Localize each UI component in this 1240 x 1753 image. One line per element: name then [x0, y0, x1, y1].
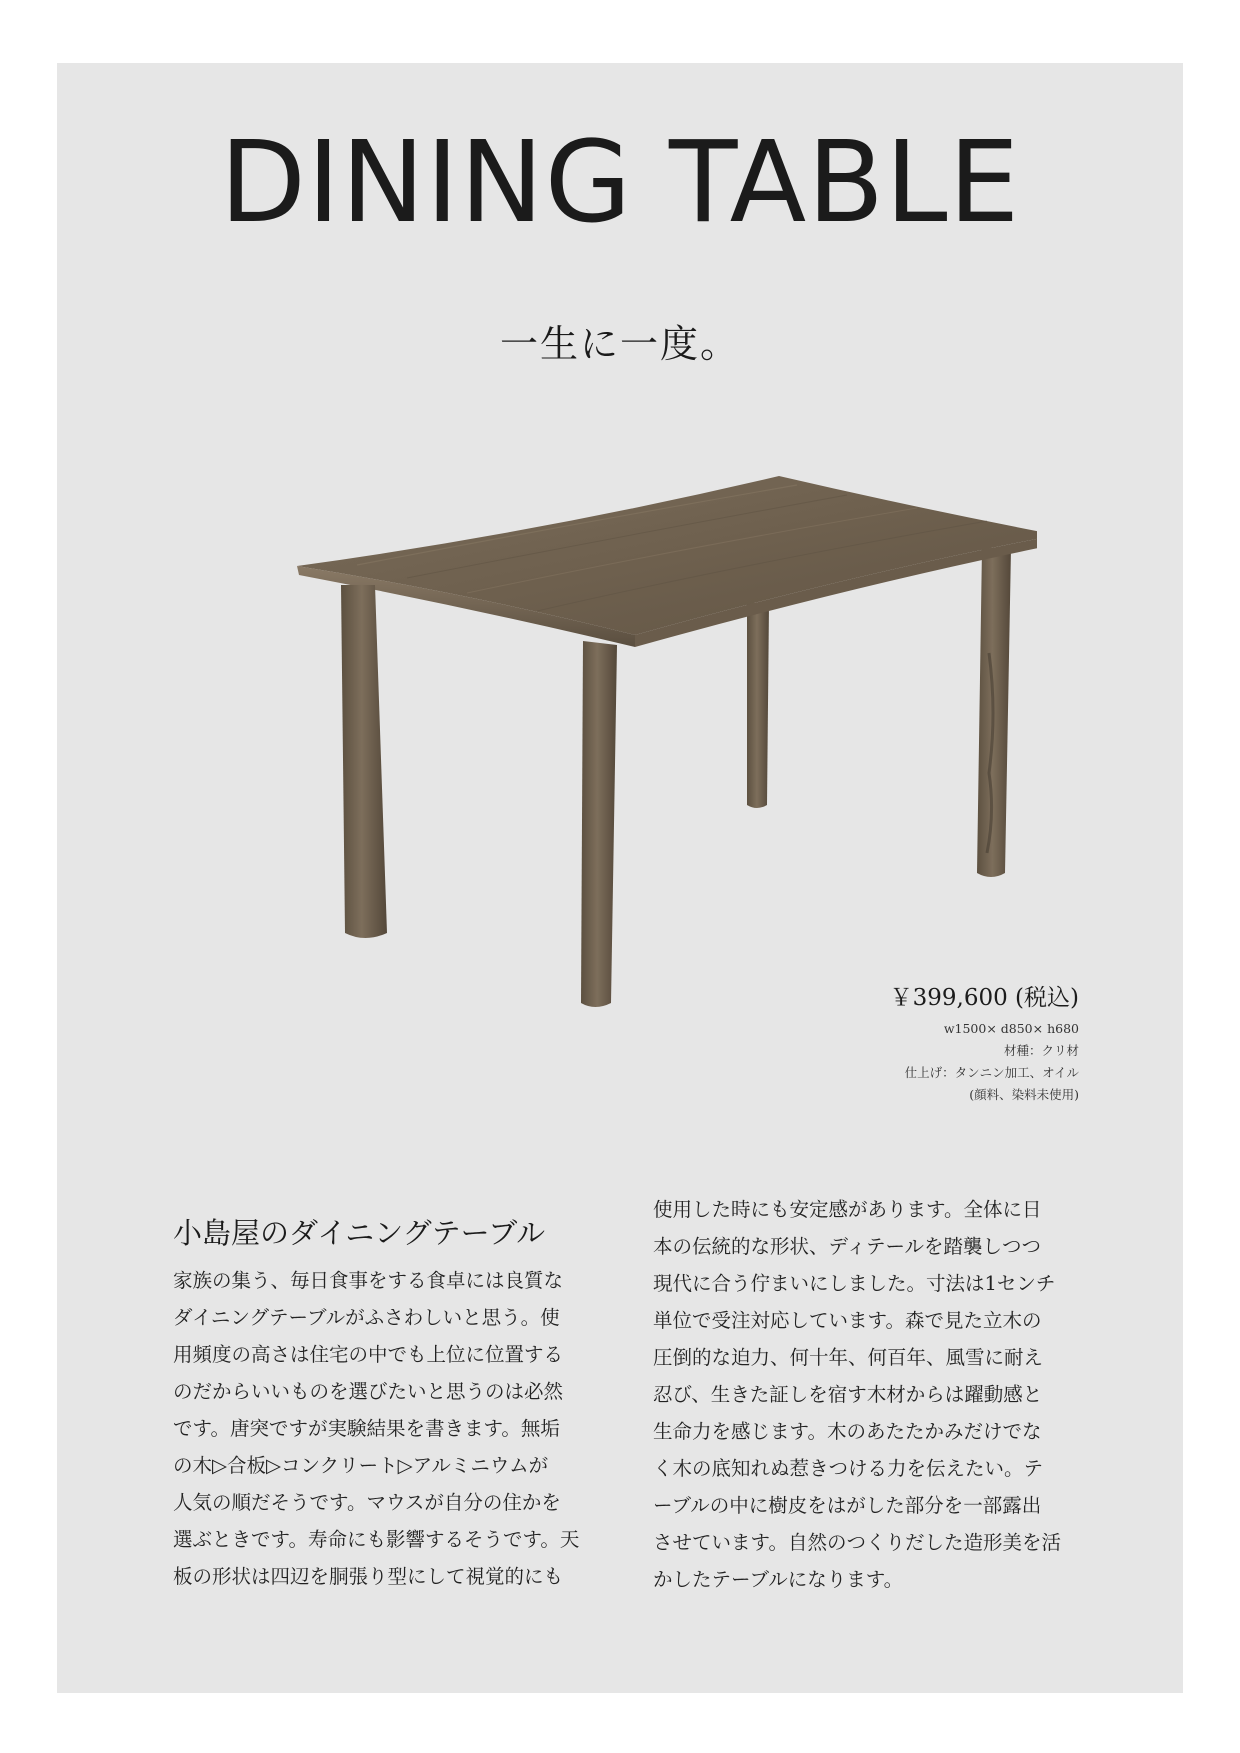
catalog-page [57, 63, 1183, 1693]
text-line: 人気の順だそうです。マウスが自分の住かを [173, 1491, 561, 1514]
spec-material: 材種：クリ材 [1003, 1043, 1079, 1058]
spec-dimensions: w1500× d850× h680 [943, 1021, 1079, 1036]
text-line: 単位で受注対応しています。森で見た立木の [653, 1309, 1042, 1332]
text-line: 生命力を感じます。木のあたたかみだけでな [653, 1420, 1042, 1443]
text-line: 選ぶときです。寿命にも影響するそうです。天 [173, 1528, 580, 1551]
spec-finish: 仕上げ：タンニン加工、オイル [904, 1065, 1079, 1080]
text-line: 現代に合う佇まいにしました。寸法は1センチ [653, 1272, 1056, 1295]
text-line: の木▷合板▷コンクリート▷アルミニウムが [173, 1454, 549, 1477]
text-line: です。唐突ですが実験結果を書きます。無垢 [173, 1417, 560, 1440]
article-column-left [173, 1262, 605, 1595]
text-line: く木の底知れぬ惹きつける力を伝えたい。テ [653, 1457, 1044, 1480]
text-line: かしたテーブルになります。 [653, 1568, 904, 1591]
price: ￥399,600 (税込) [889, 985, 1079, 1011]
article-heading: 小島屋のダイニングテーブル [173, 1216, 546, 1250]
text-line: ダイニングテーブルがふさわしいと思う。使 [173, 1306, 560, 1329]
spec-finish-note: (顔料、染料未使用) [969, 1087, 1079, 1102]
article-column-right [653, 1191, 1085, 1598]
text-line: 用頻度の高さは住宅の中でも上位に位置する [173, 1343, 564, 1366]
text-line: 圧倒的な迫力、何十年、何百年、風雪に耐え [653, 1346, 1044, 1369]
text-line: 使用した時にも安定感があります。全体に日 [653, 1198, 1042, 1221]
tagline: 一生に一度。 [499, 322, 740, 366]
page-title: DINING TABLE [219, 118, 1021, 248]
text-line: 忍び、生きた証しを宿す木材からは躍動感と [653, 1383, 1043, 1406]
text-line: させています。自然のつくりだした造形美を活 [653, 1531, 1061, 1554]
text-line: のだからいいものを選びたいと思うのは必然 [173, 1380, 564, 1403]
text-line: ーブルの中に樹皮をはがした部分を一部露出 [653, 1494, 1042, 1517]
spec-list [905, 1018, 1079, 1106]
text-line: 家族の集う、毎日食事をする食卓には良質な [173, 1269, 564, 1292]
text-line: 板の形状は四辺を胴張り型にして視覚的にも [173, 1565, 564, 1588]
text-line: 本の伝統的な形状、ディテールを踏襲しつつ [653, 1235, 1042, 1258]
